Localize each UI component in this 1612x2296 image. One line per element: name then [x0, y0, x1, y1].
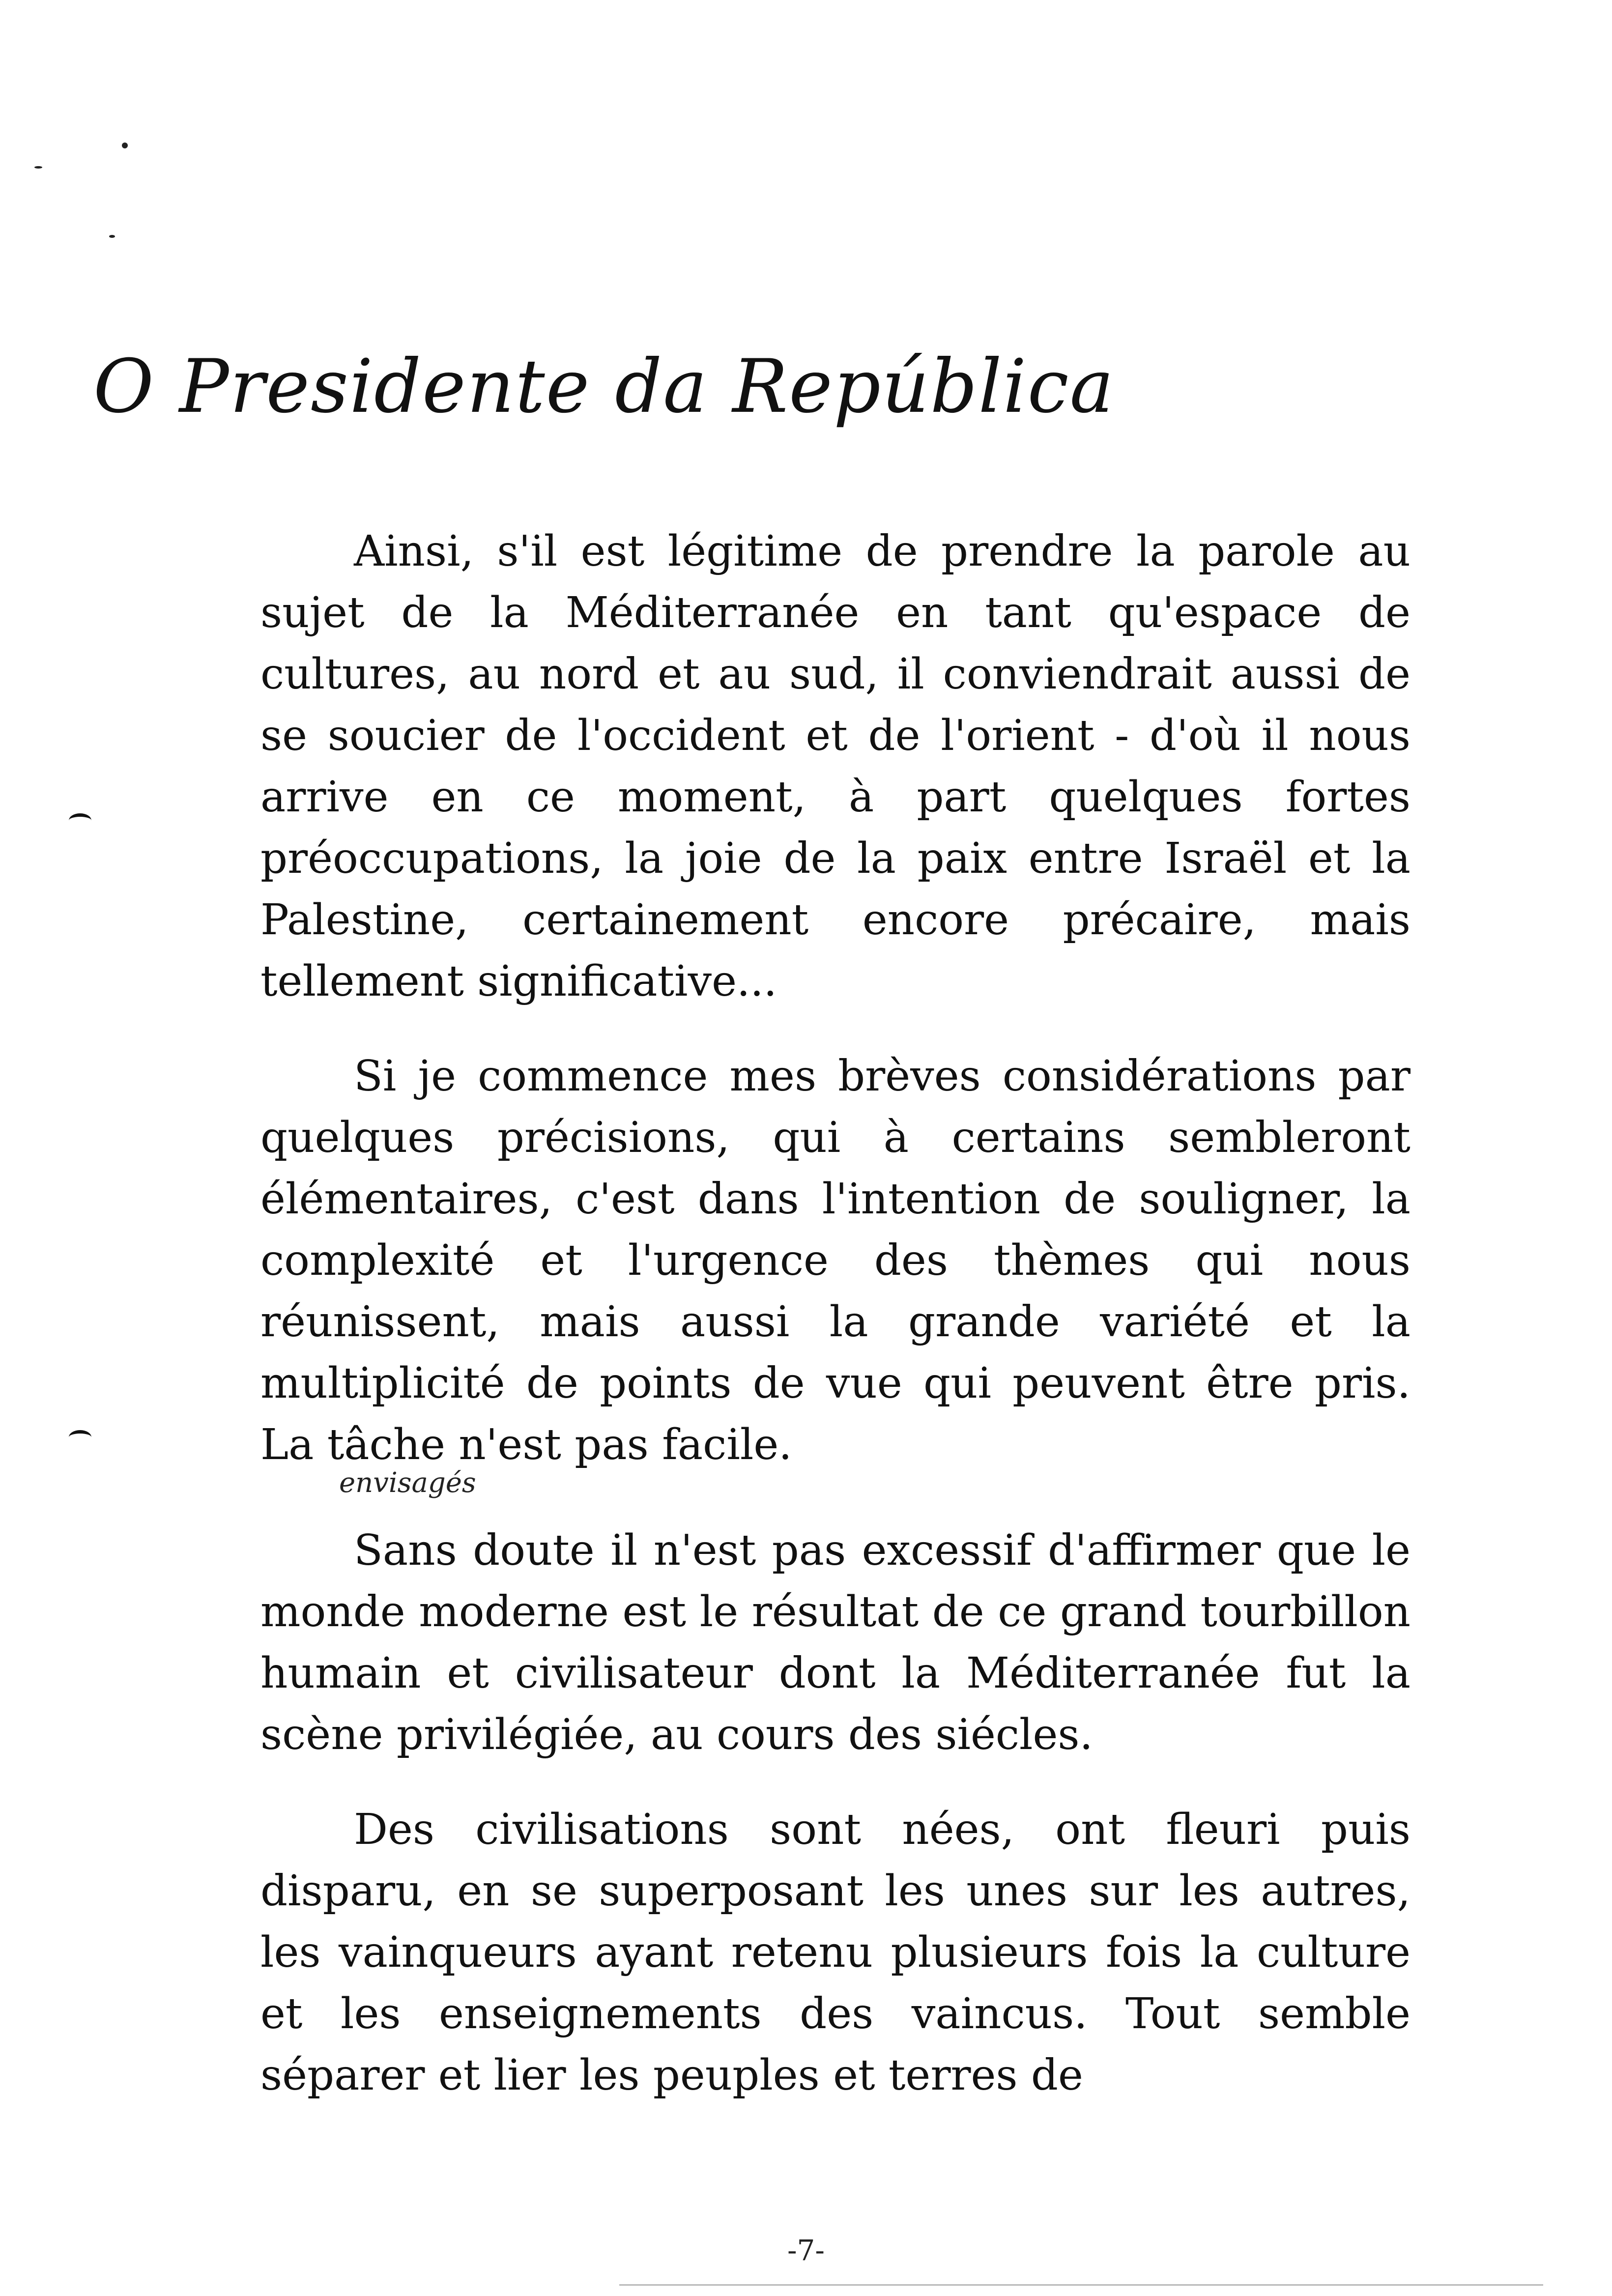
- stray-dot-1: [122, 143, 128, 148]
- margin-mark-1: [69, 813, 91, 828]
- page-number: -7-: [787, 2234, 825, 2267]
- bottom-rule: [619, 2284, 1543, 2286]
- stray-dot-3: [109, 235, 115, 238]
- letterhead: O Presidente da República: [93, 344, 1115, 430]
- paragraph-2: Si je commence mes brèves considérations par quelques précisions, qui à certains sembleront élémentaires, c'est dans l'intention de souligner, la complexité et l'urgence des thèmes qui nous réunissent, mais aussi la grande variété et la multiplicité de points de vue qui peuvent être pris. La tâche n'est pas facile.: [260, 1052, 1410, 1469]
- margin-mark-2: [69, 1430, 91, 1444]
- paragraph-4: Des civilisations sont nées, ont fleuri puis disparu, en se superposant les unes sur les autres, les vainqueurs ayant retenu plusieurs fois la culture et les enseignements des vaincus. Tout semble séparer et lier les peuples et terres de: [260, 1805, 1410, 2100]
- letter-body: [260, 521, 1410, 2140]
- handwritten-note: envisagés: [339, 1467, 476, 1499]
- paragraph-3: Sans doute il n'est pas excessif d'affirmer que le monde moderne est le résultat de ce grand tourbillon humain et civilisateur dont la Méditerranée fut la scène privilégiée, au cours des siécles.: [260, 1526, 1410, 1759]
- stray-dot-2: [34, 166, 42, 169]
- paragraph-1: Ainsi, s'il est légitime de prendre la parole au sujet de la Méditerranée en tant qu'espace de cultures, au nord et au sud, il conviendrait aussi de se soucier de l'occident et de l'orient - d'où il nous arrive en ce moment, à part quelques fortes préoccupations, la joie de la paix entre Israël et la Palestine, certainement encore précaire, mais tellement significative...: [260, 527, 1410, 1006]
